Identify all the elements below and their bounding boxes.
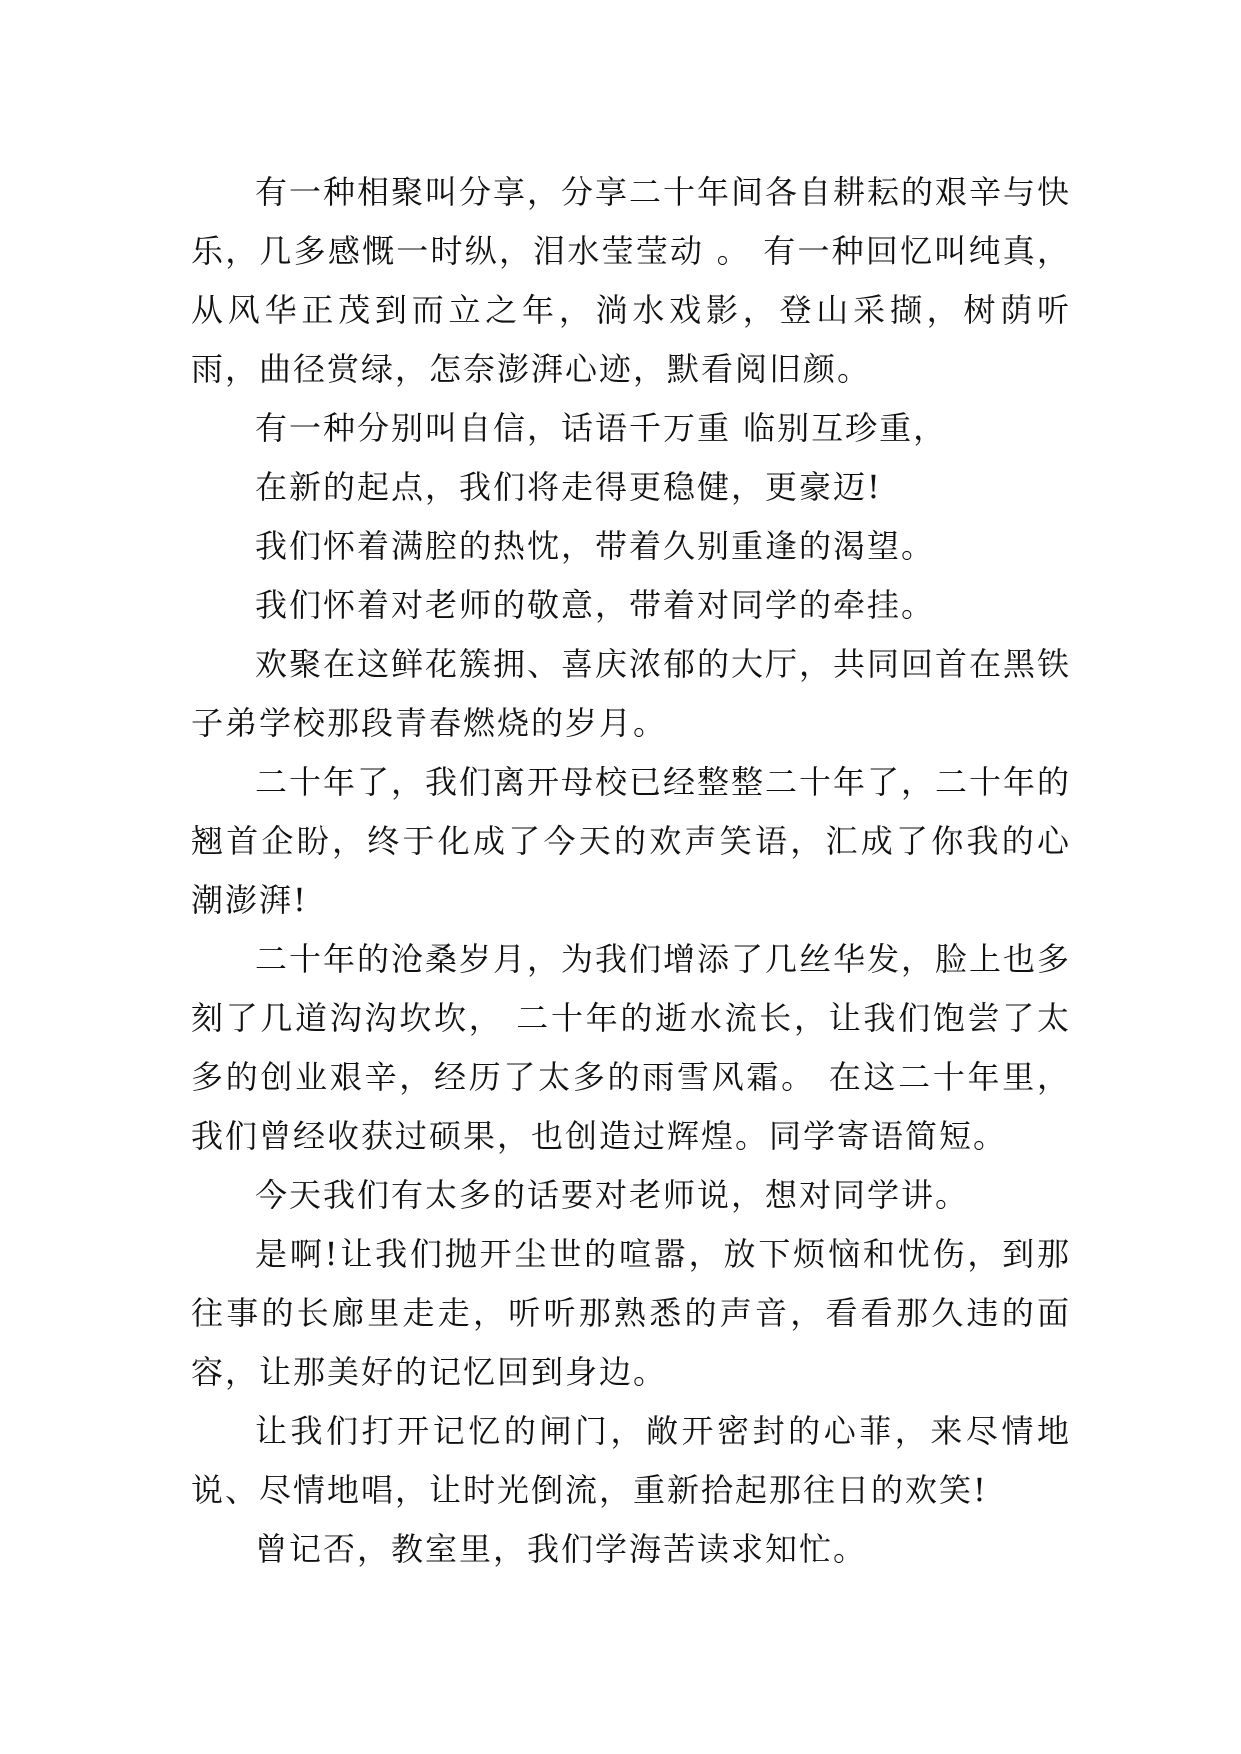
paragraph-12: 曾记否，教室里，我们学海苦读求知忙。 (255, 1530, 868, 1568)
paragraph-9: 今天我们有太多的话要对老师说，想对同学讲。 (255, 1176, 970, 1214)
paragraph-7: 二十年了，我们离开母校已经整整二十年了，二十年的翘首企盼，终于化成了今天的欢声笑语，汇成了你我的心潮澎湃! (191, 763, 1072, 919)
paragraph-1: 有一种相聚叫分享，分享二十年间各自耕耘的艰辛与快乐，几多感慨一时纵，泪水莹莹动 。 有一种回忆叫纯真，从风华正茂到而立之年，淌水戏影，登山采撷，树荫听雨，曲径赏绿，怎奈澎湃心迹，默看阅旧颜。 (191, 173, 1072, 388)
paragraph-2: 有一种分别叫自信，话语千万重 临别互珍重， (255, 409, 948, 447)
paragraph-3: 在新的起点，我们将走得更稳健，更豪迈! (255, 468, 882, 506)
paragraph-6: 欢聚在这鲜花簇拥、喜庆浓郁的大厅，共同回首在黑铁子弟学校那段青春燃烧的岁月。 (191, 645, 1072, 742)
paragraph-5: 我们怀着对老师的敬意，带着对同学的牵挂。 (255, 586, 936, 624)
paragraph-11: 让我们打开记忆的闸门，敞开密封的心菲，来尽情地说、尽情地唱，让时光倒流，重新拾起那往日的欢笑! (191, 1412, 1071, 1509)
document-body (191, 163, 1071, 1579)
paragraph-4: 我们怀着满腔的热忱，带着久别重逢的渴望。 (255, 527, 936, 565)
paragraph-8: 二十年的沧桑岁月，为我们增添了几丝华发，脸上也多刻了几道沟沟坎坎， 二十年的逝水流长，让我们饱尝了太多的创业艰辛，经历了太多的雨雪风霜。 在这二十年里，我们曾经收获过硕果，也创造过辉煌。同学寄语简短。 (191, 940, 1072, 1155)
paragraph-10: 是啊!让我们抛开尘世的喧嚣，放下烦恼和忧伤，到那往事的长廊里走走，听听那熟悉的声音，看看那久违的面容，让那美好的记忆回到身边。 (191, 1235, 1071, 1391)
